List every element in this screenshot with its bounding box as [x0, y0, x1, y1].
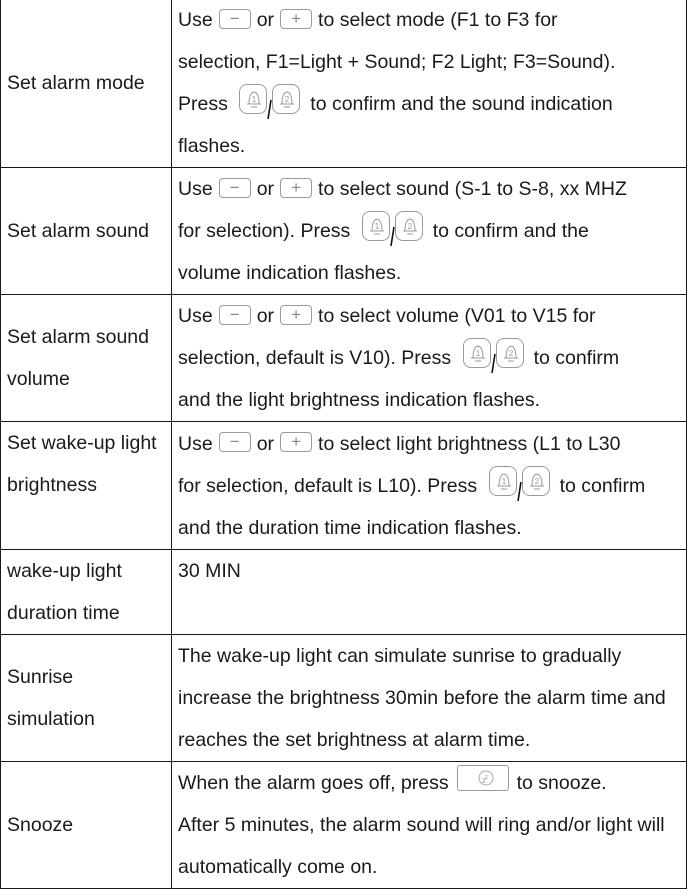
row-label: Sunrise simulation	[1, 635, 172, 762]
text: When the alarm goes off, press	[178, 772, 449, 794]
table-row-alarm-sound	[1, 168, 687, 295]
alarm-keys	[362, 210, 423, 252]
alarm-keys	[239, 83, 300, 125]
minus-key-icon: −	[219, 178, 251, 198]
text: to select sound (S-1 to S-8, xx MHZ	[318, 178, 627, 200]
table-row-duration-time	[1, 550, 687, 635]
text: and the light brightness indication flashes.	[178, 389, 541, 411]
svg-text:1: 1	[374, 222, 379, 231]
text: Press	[178, 93, 228, 115]
text: selection, F1=Light + Sound; F2 Light; F3=Sound).	[178, 51, 616, 73]
alarm-2-key-icon	[496, 338, 524, 368]
svg-text:z: z	[484, 775, 488, 781]
table-row-alarm-mode	[1, 0, 687, 168]
text: Use	[178, 432, 213, 455]
snooze-key-icon	[457, 765, 509, 791]
minus-key-icon: −	[219, 432, 251, 452]
text: to select mode (F1 to F3 for	[318, 9, 558, 31]
text: for selection). Press	[178, 220, 351, 242]
text: Use	[178, 178, 213, 200]
alarm-1-key-icon	[489, 466, 517, 496]
plus-key-icon: +	[280, 432, 312, 452]
text: to confirm and the	[432, 220, 589, 242]
row-label: Set alarm mode	[1, 0, 172, 168]
svg-text:2: 2	[285, 95, 290, 104]
row-label: Set wake-up light brightness	[1, 422, 172, 550]
svg-text:z: z	[481, 776, 486, 785]
text: to select volume (V01 to V15 for	[318, 305, 596, 327]
alarm-2-key-icon	[522, 466, 550, 496]
alarm-2-key-icon	[395, 211, 423, 241]
row-description	[172, 422, 687, 550]
text: to snooze.	[516, 772, 607, 794]
row-description	[172, 762, 687, 889]
text: volume indication flashes.	[178, 262, 402, 284]
table-row-snooze	[1, 762, 687, 889]
text: to select light brightness (L1 to L30	[318, 432, 621, 455]
text: flashes.	[178, 135, 246, 157]
text: or	[256, 178, 275, 200]
alarm-keys	[489, 465, 550, 507]
minus-key-icon: −	[219, 305, 251, 325]
text: After 5 minutes, the alarm sound will ring and/or light will automatically come on.	[178, 814, 665, 878]
text: Use	[178, 9, 213, 31]
row-label: Set alarm sound	[1, 168, 172, 295]
table-row-sunrise-simulation	[1, 635, 687, 762]
row-value: 30 MIN	[172, 550, 687, 635]
text: or	[256, 432, 275, 455]
alarm-1-key-icon	[362, 211, 390, 241]
alarm-keys	[463, 337, 524, 379]
plus-key-icon: +	[280, 305, 312, 325]
plus-key-icon: +	[280, 178, 312, 198]
minus-key-icon: −	[219, 9, 251, 29]
svg-text:1: 1	[252, 95, 257, 104]
svg-text:1: 1	[475, 349, 480, 358]
text: or	[256, 305, 275, 327]
text: selection, default is V10). Press	[178, 347, 452, 369]
table-row-alarm-volume	[1, 295, 687, 422]
svg-text:1: 1	[501, 476, 506, 486]
svg-text:2: 2	[407, 222, 412, 231]
text: to confirm	[559, 474, 646, 497]
text: or	[256, 9, 275, 31]
row-label: wake-up light duration time	[1, 550, 172, 635]
row-description	[172, 168, 687, 295]
text: to confirm	[533, 347, 620, 369]
row-description	[172, 0, 687, 168]
svg-text:2: 2	[534, 476, 539, 486]
alarm-1-key-icon	[239, 84, 267, 114]
alarm-1-key-icon	[463, 338, 491, 368]
text: and the duration time indication flashes.	[178, 516, 522, 539]
plus-key-icon: +	[280, 9, 312, 29]
text: Use	[178, 305, 213, 327]
row-label: Set alarm sound volume	[1, 295, 172, 422]
text: to confirm and the sound indication	[310, 93, 613, 115]
row-label: Snooze	[1, 762, 172, 889]
text: for selection, default is L10). Press	[178, 474, 478, 497]
svg-text:2: 2	[508, 349, 513, 358]
row-description	[172, 295, 687, 422]
row-description: The wake-up light can simulate sunrise to gradually increase the brightness 30min before the alarm time and reaches the set brightness at alarm time.	[172, 635, 687, 762]
table-row-light-brightness	[1, 422, 687, 550]
alarm-2-key-icon	[272, 84, 300, 114]
